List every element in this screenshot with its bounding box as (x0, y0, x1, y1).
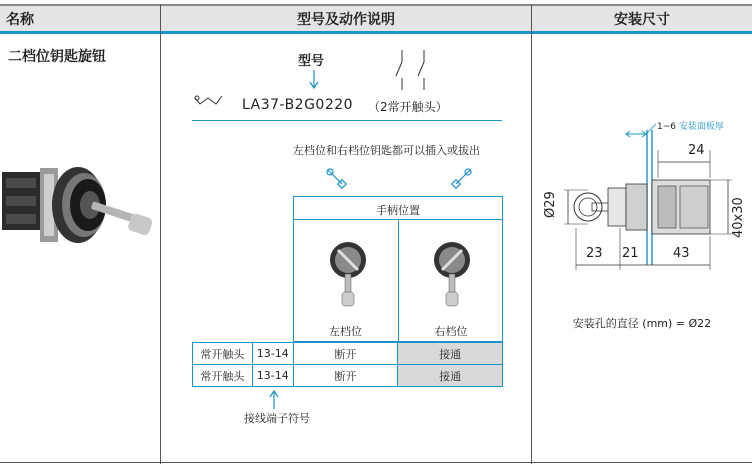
model-code: LA37-B2G0220 (242, 97, 354, 113)
key-left-icon (326, 168, 348, 190)
right-state-cell: 接通 (398, 343, 503, 365)
table-row (193, 343, 503, 365)
action-note: 左档位和右档位钥匙都可以插入或拔出 (293, 144, 480, 157)
dim-29: Ø29 (543, 191, 558, 218)
contact-type-cell: 常开触头 (193, 343, 253, 365)
dimension-drawing (540, 110, 750, 270)
table-row (193, 365, 503, 387)
contact-type-cell: 常开触头 (193, 365, 253, 387)
position-left-label: 左档位 (329, 325, 362, 338)
product-photo (0, 160, 160, 260)
right-state-cell: 接通 (398, 365, 503, 387)
key-right-icon (450, 168, 472, 190)
knob-right-position-icon (432, 240, 472, 310)
model-underline (192, 120, 502, 121)
contact-symbol-icon (394, 50, 434, 90)
dim-40x30: 40x30 (731, 197, 746, 238)
column-divider-1 (160, 4, 161, 464)
panel-thickness-text: 安装面板厚 (678, 122, 724, 132)
left-state-cell: 断开 (293, 365, 398, 387)
dim-21: 21 (622, 246, 639, 261)
dim-24: 24 (688, 143, 705, 158)
mounting-hole-note: 安装孔的直径 (mm) = Ø22 (572, 317, 712, 330)
knob-left-position-icon (328, 240, 368, 310)
bottom-border (0, 462, 752, 463)
handle-position-title: 手柄位置 (376, 204, 420, 217)
header-name-label: 名称 (6, 11, 34, 28)
terminal-cell: 13-14 (252, 365, 293, 387)
down-arrow-icon (308, 70, 320, 90)
header-dimensions-label: 安装尺寸 (614, 11, 670, 28)
model-label: 型号 (298, 54, 325, 69)
position-right-label: 右档位 (434, 325, 468, 338)
header-model (161, 4, 531, 34)
up-arrow-icon (268, 389, 280, 409)
header-name (0, 4, 160, 34)
contacts-table (192, 342, 503, 387)
product-name: 二档位钥匙旋钮 (8, 49, 106, 65)
dim-43: 43 (673, 246, 690, 261)
dim-23: 23 (586, 246, 603, 261)
selector-symbol-icon (194, 94, 224, 110)
left-state-cell: 断开 (293, 343, 398, 365)
header-dimensions (532, 4, 752, 34)
model-contacts-note: （2常开触头） (368, 100, 448, 114)
column-divider-2 (531, 4, 532, 464)
terminal-caption: 接线端子符号 (244, 412, 310, 425)
panel-thickness-range: 1~6 (657, 122, 676, 132)
terminal-cell: 13-14 (252, 343, 293, 365)
header-model-label: 型号及动作说明 (297, 11, 395, 28)
